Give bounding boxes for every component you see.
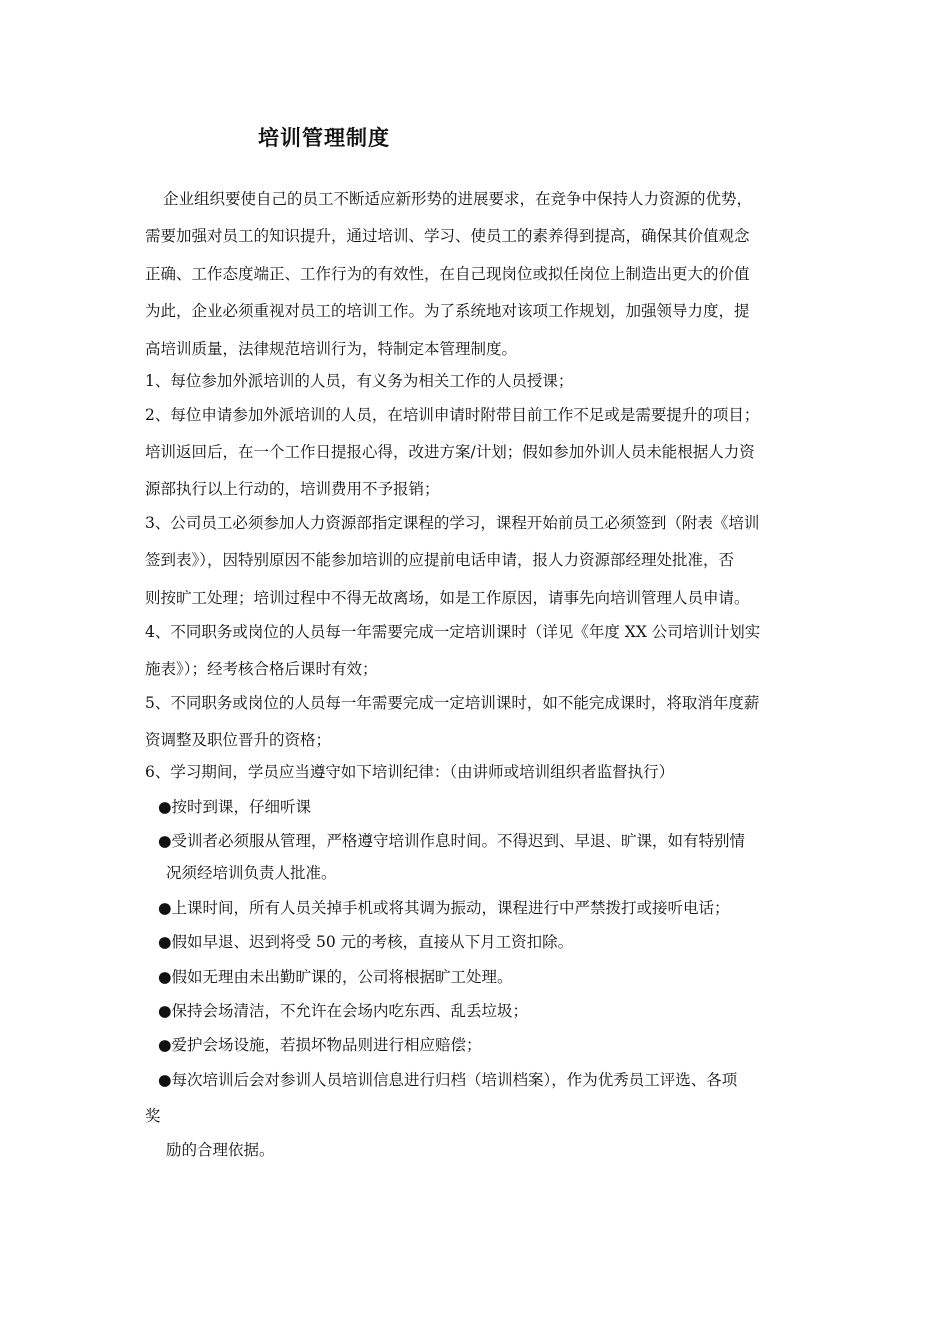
bullet-item-continuation: 奖 [145, 1107, 161, 1125]
rule-line: 资调整及职位晋升的资格； [145, 731, 332, 749]
bullet-item: ●保持会场清洁，不允许在会场内吃东西、乱丢垃圾； [158, 1002, 529, 1020]
rule-line: 5、不同职务或岗位的人员每一年需要完成一定培训课时，如不能完成课时，将取消年度薪 [145, 694, 760, 712]
intro-line: 需要加强对员工的知识提升，通过培训、学习、使员工的素养得到提高，确保其价值观念 [145, 227, 750, 245]
rule-line: 施表》）；经考核合格后课时有效； [145, 660, 378, 678]
bullet-item: ●爱护会场设施，若损坏物品则进行相应赔偿； [158, 1036, 482, 1054]
bullet-item: ●受训者必须服从管理，严格遵守培训作息时间。不得迟到、早退、旷课，如有特别情 [158, 832, 746, 850]
intro-line: 高培训质量，法律规范培训行为，特制定本管理制度。 [145, 340, 518, 358]
bullet-item-continuation: 况须经培训负责人批准。 [166, 864, 337, 882]
rule-line: 1、每位参加外派培训的人员，有义务为相关工作的人员授课； [145, 372, 574, 390]
bullet-item: ●上课时间，所有人员关掉手机或将其调为振动，课程进行中严禁拨打或接听电话； [158, 899, 730, 917]
document-title: 培训管理制度 [258, 125, 390, 150]
rule-line: 则按旷工处理；培训过程中不得无故离场，如是工作原因，请事先向培训管理人员申请。 [145, 589, 750, 607]
intro-line: 企业组织要使自己的员工不断适应新形势的进展要求，在竞争中保持人力资源的优势， [163, 190, 753, 208]
rule-line: 3、公司员工必须参加人力资源部指定课程的学习，课程开始前员工必须签到（附表《培训 [145, 514, 760, 532]
rule-line: 培训返回后，在一个工作日提报心得，改进方案/计划；假如参加外训人员未能根据人力资 [145, 443, 755, 461]
rule-line: 6、学习期间，学员应当遵守如下培训纪律：（由讲师或培训组织者监督执行） [145, 763, 675, 781]
intro-line: 正确、工作态度端正、工作行为的有效性，在自己现岗位或拟任岗位上制造出更大的价值 [145, 265, 750, 283]
rule-line: 2、每位申请参加外派培训的人员，在培训申请时附带目前工作不足或是需要提升的项目； [145, 406, 760, 424]
bullet-item: ●每次培训后会对参训人员培训信息进行归档（培训档案），作为优秀员工评选、各项 [158, 1071, 738, 1089]
intro-line: 为此，企业必须重视对员工的培训工作。为了系统地对该项工作规划，加强领导力度，提 [145, 302, 750, 320]
bullet-item: ●假如早退、迟到将受 50 元的考核，直接从下月工资扣除。 [158, 933, 574, 951]
rule-line: 源部执行以上行动的，培训费用不予报销； [145, 480, 440, 498]
bullet-item-continuation: 励的合理依据。 [166, 1141, 275, 1159]
bullet-item: ●按时到课，仔细听课 [158, 798, 312, 816]
bullet-item: ●假如无理由未出勤旷课的，公司将根据旷工处理。 [158, 968, 513, 986]
rule-line: 4、不同职务或岗位的人员每一年需要完成一定培训课时（详见《年度 XX 公司培训计划实 [145, 623, 761, 641]
rule-line: 签到表》），因特别原因不能参加培训的应提前电话申请，报人力资源部经理处批准，否 [145, 551, 735, 569]
